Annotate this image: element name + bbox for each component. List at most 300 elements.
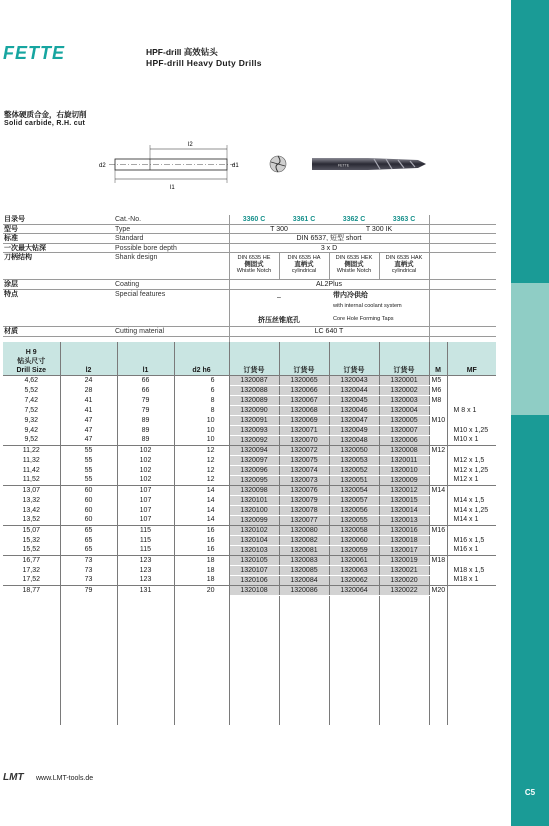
table-row [3,495,496,505]
table-cell: M12 x 1 [447,475,496,485]
table-cell: 1320102 [229,525,279,535]
table-row [3,475,496,485]
col-order-3363: 订货号 [379,342,429,375]
table-cell: M12 [429,445,447,455]
table-cell: 1320019 [379,555,429,565]
col-m: M [429,342,447,375]
table-row [3,455,496,465]
spec-features-en: Special features [115,290,166,298]
table-cell: 73 [60,565,117,575]
table-cell: 1320055 [329,515,379,525]
table-cell: 1320066 [279,385,329,395]
table-cell: 17,32 [3,565,60,575]
table-cell [429,435,447,445]
table-cell: 1320088 [229,385,279,395]
table-cell: M16 x 1 [447,545,496,555]
table-cell: M16 [429,525,447,535]
table-cell: 9,42 [3,425,60,435]
table-cell: M10 [429,415,447,425]
table-cell: 123 [117,575,174,585]
table-cell: 13,32 [3,495,60,505]
table-cell: 1320067 [279,395,329,405]
table-row [3,425,496,435]
spec-row-coating [3,280,496,290]
table-cell: 115 [117,545,174,555]
table-cell: 18,77 [3,585,60,595]
table-cell [447,445,496,455]
table-cell: 1320020 [379,575,429,585]
spec-table [3,215,496,337]
table-filler [3,595,496,725]
table-cell: 1320060 [329,535,379,545]
table-cell: 1320080 [279,525,329,535]
table-cell [447,415,496,425]
drill-drawing [95,137,255,197]
spec-standard-cn: 标准 [4,235,18,243]
col-l1: l1 [117,342,174,375]
table-cell [429,515,447,525]
table-cell [429,535,447,545]
shank-hak-en: cylindrical [391,268,417,275]
cat-3361: 3361 C [292,216,316,223]
drill-table [3,342,496,725]
shank-hak-cn: 直柄式 [394,260,414,268]
table-cell: 1320057 [329,495,379,505]
table-cell: 123 [117,565,174,575]
table-cell: 1320071 [279,425,329,435]
table-body [3,375,496,725]
table-cell: 11,42 [3,465,60,475]
table-cell: 1320018 [379,535,429,545]
table-cell [429,465,447,475]
table-cell: 1320049 [329,425,379,435]
lmt-url[interactable]: www.LMT-tools.de [36,775,94,782]
table-cell: 66 [117,375,174,385]
table-cell: 13,07 [3,485,60,495]
table-cell: M6 [429,385,447,395]
table-row [3,405,496,415]
table-cell: 73 [60,555,117,565]
table-cell: 1320103 [229,545,279,555]
coating-value: AL2Plus [315,281,343,289]
table-cell: 107 [117,515,174,525]
table-cell: 15,52 [3,545,60,555]
table-cell: 66 [117,385,174,395]
table-row [3,555,496,565]
table-cell: 16 [174,525,229,535]
table-cell: 1320062 [329,575,379,585]
table-cell: 60 [60,495,117,505]
spec-row-standard [3,234,496,244]
table-cell: 18 [174,555,229,565]
table-cell [429,545,447,555]
table-cell: 1320092 [229,435,279,445]
table-cell: 89 [117,425,174,435]
shank-he-din: DIN 6535 HE [237,255,271,262]
table-cell: 1320051 [329,475,379,485]
table-cell: M10 x 1,25 [453,426,489,434]
table-cell: 10 [174,425,229,435]
table-cell: 1320056 [329,505,379,515]
shank-ha-cn: 直柄式 [294,260,314,268]
table-cell: 6 [174,375,229,385]
spec-row-type [3,225,496,235]
table-cell: 89 [117,415,174,425]
table-row [3,535,496,545]
shank-hek [329,255,379,274]
table-cell: M12 x 1,5 [453,456,485,464]
table-cell: 11,52 [3,475,60,485]
table-cell: 1320044 [329,385,379,395]
table-row [3,505,496,515]
table-cell: 18 [174,565,229,575]
subtitle-cn: 整体硬质合金，右旋切削 [4,110,87,119]
col-mf: MF [447,342,496,375]
table-cell: 1320104 [229,535,279,545]
table-cell: 102 [117,445,174,455]
table-cell: 1320082 [279,535,329,545]
table-cell: 55 [60,465,117,475]
table-cell: 14 [174,485,229,495]
table-header [3,342,496,375]
table-cell [429,425,447,435]
table-cell: 1320050 [329,445,379,455]
table-cell [447,525,496,535]
table-cell [447,385,496,395]
table-cell: 1320043 [329,375,379,385]
table-cell: 102 [117,475,174,485]
table-cell: 1320022 [379,585,429,595]
table-cell: 1320090 [229,405,279,415]
spec-row-shank [3,253,496,280]
table-cell: 1320072 [279,445,329,455]
shank-he-cn: 侧固式 [244,260,264,268]
table-cell: 9,32 [3,415,60,425]
table-cell: 1320009 [379,475,429,485]
table-cell: 16 [174,535,229,545]
table-cell: 1320069 [279,415,329,425]
table-cell: 1320095 [229,475,279,485]
table-cell: 79 [117,395,174,405]
table-cell: 14 [174,515,229,525]
col-order-3361: 订货号 [279,342,329,375]
spec-features-cn: 特点 [4,290,18,298]
cat-3362: 3362 C [342,216,366,223]
table-cell: 1320064 [329,585,379,595]
page-number: C5 [524,788,536,797]
table-cell: 14 [174,495,229,505]
table-cell: 1320048 [329,435,379,445]
table-cell [447,375,496,385]
table-cell: 15,32 [3,535,60,545]
table-cell: 79 [60,585,117,595]
table-cell: 1320100 [229,505,279,515]
table-cell: 1320053 [329,455,379,465]
table-cell: 79 [117,405,174,415]
table-cell: 1320094 [229,445,279,455]
table-cell: 8 [174,405,229,415]
table-cell [429,455,447,465]
shank-he-en: Whistle Notch [236,268,272,275]
table-cell: 1320003 [379,395,429,405]
table-cell: 65 [60,545,117,555]
table-cell: 1320005 [379,415,429,425]
type-t300ik: T 300 IK [365,225,393,233]
table-cell: 1320081 [279,545,329,555]
l1-label: l1 [170,185,175,191]
spec-row-bore [3,244,496,254]
shank-ha-din: DIN 6535 HA [287,255,321,262]
table-row [3,435,496,445]
table-cell: 1320073 [279,475,329,485]
table-cell: 41 [60,395,117,405]
cat-3360: 3360 C [242,216,266,223]
table-cell: 60 [60,515,117,525]
spec-cat-cn: 目录号 [4,216,25,223]
table-cell: 18 [174,575,229,585]
table-cell: 1320093 [229,425,279,435]
table-cell: 11,32 [3,455,60,465]
table-cell: 131 [117,585,174,595]
table-cell: 1320089 [229,395,279,405]
table-cell: 6 [174,385,229,395]
spec-coating-cn: 涂层 [4,281,18,289]
table-cell: 107 [117,505,174,515]
spec-shank-en: Shank design [115,254,158,262]
table-cell: 1320045 [329,395,379,405]
table-cell: 1320108 [229,585,279,595]
table-cell: 1320046 [329,405,379,415]
table-row [3,395,496,405]
table-cell [429,495,447,505]
table-cell [429,475,447,485]
cat-3363: 3363 C [392,216,416,223]
col-order-3362: 订货号 [329,342,379,375]
table-cell: 102 [117,465,174,475]
spec-material-cn: 材质 [4,327,18,335]
table-cell: 1320013 [379,515,429,525]
spec-row-features [3,290,496,327]
table-cell: 1320063 [329,565,379,575]
table-cell: 1320059 [329,545,379,555]
table-cell: 1320004 [379,405,429,415]
table-cell [447,395,496,405]
table-cell: 1320021 [379,565,429,575]
features-dash: – [277,293,281,301]
table-cell: 1320015 [379,495,429,505]
table-cell: M 8 x 1 [453,406,477,414]
table-cell: 1320010 [379,465,429,475]
table-cell: 13,52 [3,515,60,525]
table-cell: 41 [60,405,117,415]
features-right-en1: with internal coolant system [333,302,402,309]
table-row [3,445,496,455]
shank-ha [279,255,329,274]
table-cell: 55 [60,455,117,465]
table-cell: M18 [429,555,447,565]
table-cell [447,555,496,565]
table-cell [447,585,496,595]
col-d2: d2 h6 [174,342,229,375]
table-cell: 1320101 [229,495,279,505]
title-cn: HPF-drill 高效钻头 [146,47,218,57]
table-cell: 107 [117,485,174,495]
table-cell: 1320014 [379,505,429,515]
table-row [3,525,496,535]
table-cell: 65 [60,525,117,535]
table-cell: 1320011 [379,455,429,465]
table-cell: 1320058 [329,525,379,535]
table-cell: 16,77 [3,555,60,565]
table-cell: 1320075 [279,455,329,465]
table-row [3,515,496,525]
table-cell: 1320087 [229,375,279,385]
table-cell [429,505,447,515]
table-cell: 47 [60,425,117,435]
table-cell: 60 [60,505,117,515]
table-cell: M18 x 1 [447,575,496,585]
features-right-en2: Core Hole Forming Taps [333,315,394,322]
table-cell: 11,22 [3,445,60,455]
table-cell: 1320054 [329,485,379,495]
table-cell: M14 x 1,25 [453,506,489,514]
table-row [3,465,496,475]
table-cell: 55 [60,475,117,485]
table-cell: 102 [117,455,174,465]
table-cell: 7,52 [3,405,60,415]
table-cell: M5 [429,375,447,385]
header-h9: H 9 [25,348,37,356]
table-cell: 9,52 [3,435,60,445]
table-cell: M12 x 1,25 [453,466,489,474]
spec-standard-en: Standard [115,235,144,243]
table-row [3,585,496,595]
table-cell: 10 [174,415,229,425]
drill-photo [268,150,428,180]
table-cell: 115 [117,535,174,545]
table-row [3,485,496,495]
table-cell: 4,62 [3,375,60,385]
table-cell: 1320068 [279,405,329,415]
table-cell: 1320001 [379,375,429,385]
table-cell: 1320052 [329,465,379,475]
table-cell: 1320065 [279,375,329,385]
table-cell: 5,52 [3,385,60,395]
spec-material-en: Cutting material [115,327,165,335]
table-cell: 60 [60,485,117,495]
table-cell: 1320061 [329,555,379,565]
table-cell: 12 [174,475,229,485]
spec-row-material [3,327,496,337]
features-right-cn: 带内冷供给 [333,291,368,299]
table-cell: 1320076 [279,485,329,495]
table-cell: 1320084 [279,575,329,585]
table-cell: 10 [174,435,229,445]
table-cell: 1320091 [229,415,279,425]
table-cell: 12 [174,445,229,455]
d2-label: d2 [99,163,106,169]
table-cell: 1320074 [279,465,329,475]
table-row [3,375,496,385]
table-cell: 1320016 [379,525,429,535]
table-cell: 1320096 [229,465,279,475]
table-cell: 1320007 [379,425,429,435]
table-cell: 24 [60,375,117,385]
table-cell: 17,52 [3,575,60,585]
spec-type-cn: 型号 [4,225,18,233]
table-cell: 47 [60,435,117,445]
table-cell: 1320085 [279,565,329,575]
spec-coating-en: Coating [115,281,140,289]
shank-he [229,255,279,274]
d1-label: d1 [232,163,239,169]
shank-hak-din: DIN 6535 HAK [385,255,423,262]
bore-value: 3 x D [320,244,338,252]
col-order-3360: 订货号 [229,342,279,375]
material-value: LC 640 T [314,327,344,335]
spec-bore-cn: 一次最大钻深 [4,244,46,252]
table-cell: 1320008 [379,445,429,455]
table-cell: 47 [60,415,117,425]
fette-logo: FETTE [3,43,65,63]
table-cell: M14 [429,485,447,495]
table-cell: 1320047 [329,415,379,425]
col-l2: l2 [60,342,117,375]
table-cell: 107 [117,495,174,505]
spec-cat-en: Cat.-No. [115,216,142,223]
lmt-logo: LMT [3,772,24,783]
table-cell [447,485,496,495]
table-cell: 12 [174,455,229,465]
table-cell: 115 [117,525,174,535]
table-cell: 1320077 [279,515,329,525]
table-row [3,545,496,555]
table-cell: 123 [117,555,174,565]
photo-brand: FETTE [338,163,350,168]
table-cell: 7,42 [3,395,60,405]
spec-shank-cn: 刀柄结构 [4,254,32,262]
spec-bore-en: Possible bore depth [115,244,177,252]
standard-value: DIN 6537, 短型 short [296,235,362,243]
shank-hak [379,255,429,274]
table-cell: 8 [174,395,229,405]
table-cell: M16 x 1,5 [453,536,485,544]
table-row [3,385,496,395]
table-cell: M20 [429,585,447,595]
table-cell: 55 [60,445,117,455]
table-cell: 1320106 [229,575,279,585]
table-cell: 14 [174,505,229,515]
table-cell: 1320078 [279,505,329,515]
col-drill-size [3,342,60,375]
table-cell: 1320098 [229,485,279,495]
table-cell: 28 [60,385,117,395]
table-cell: 73 [60,575,117,585]
table-cell: 1320086 [279,585,329,595]
table-cell: 1320017 [379,545,429,555]
table-cell: 1320105 [229,555,279,565]
header-drill: Drill Size [16,366,47,374]
l2-label: l2 [188,142,193,148]
table-cell: 1320097 [229,455,279,465]
table-cell: 15,07 [3,525,60,535]
table-row [3,575,496,585]
table-cell: 1320107 [229,565,279,575]
spec-type-en: Type [115,225,131,233]
table-cell: M10 x 1 [447,435,496,445]
table-cell: 16 [174,545,229,555]
subtitle-en: Solid carbide, R.H. cut [4,120,86,127]
